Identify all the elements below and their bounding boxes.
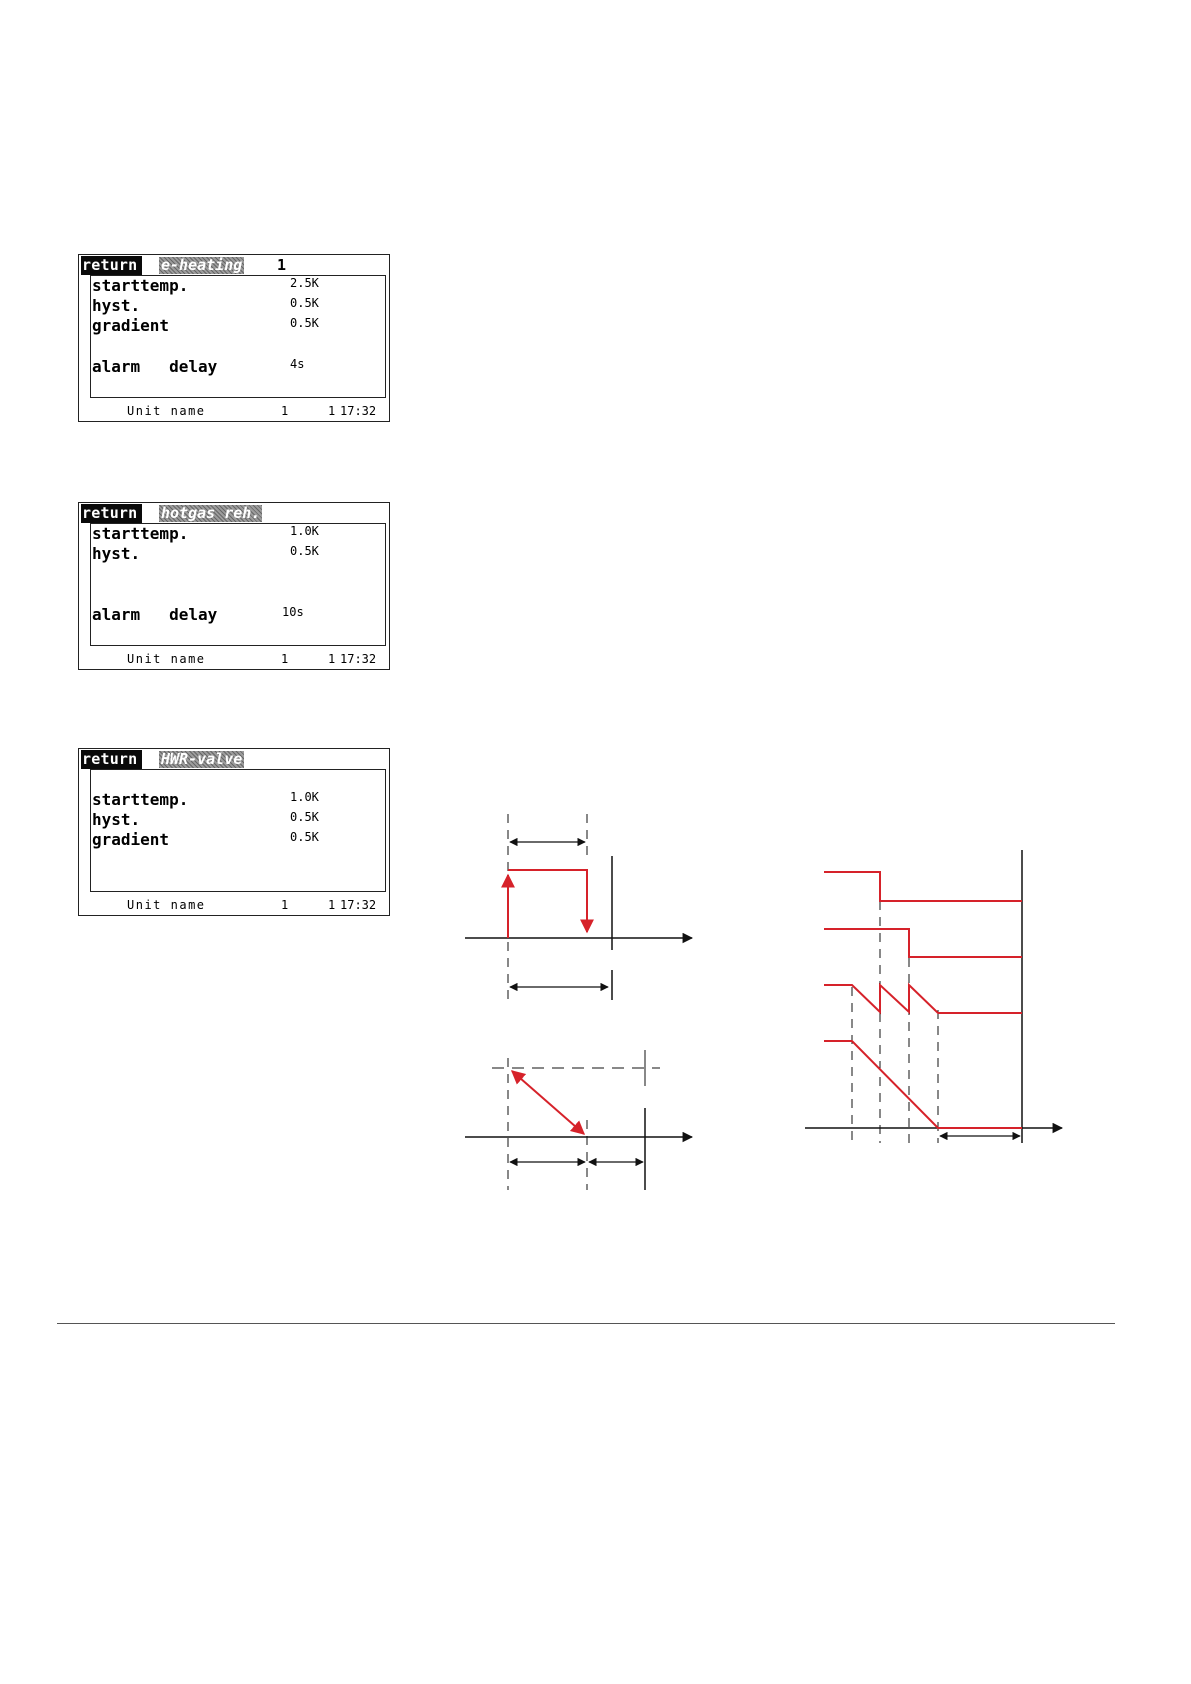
unit-name: Unit name (127, 404, 206, 418)
return-button[interactable]: return (81, 256, 142, 275)
parameter-panel (90, 275, 386, 398)
unit-number: 1 (281, 404, 289, 418)
screen-title: HWR-valve (161, 750, 243, 768)
page-divider (57, 1323, 1115, 1324)
param-label: starttemp. (92, 790, 189, 809)
param-label: hyst. (92, 544, 141, 563)
param-label: hyst. (92, 810, 141, 829)
screen-header (81, 256, 387, 275)
param-value: 1.0K (290, 790, 319, 804)
param-label: alarm delay (92, 357, 218, 376)
signal-ramp (824, 1041, 1022, 1128)
status-bar (79, 650, 389, 668)
param-value: 0.5K (290, 810, 319, 824)
param-value: 1.0K (290, 524, 319, 538)
param-label: alarm delay (92, 605, 218, 624)
param-row-hyst[interactable] (92, 810, 382, 830)
param-label: starttemp. (92, 524, 189, 543)
param-row-starttemp[interactable] (92, 790, 382, 810)
gradient-diagram (465, 1050, 692, 1190)
parameter-panel (90, 769, 386, 892)
screen-header (81, 504, 387, 523)
step-signals-diagram (805, 850, 1062, 1143)
controller-number: 1 (328, 404, 336, 418)
param-label: starttemp. (92, 276, 189, 295)
unit-name: Unit name (127, 652, 206, 666)
display-screen-hwr-valve (78, 748, 390, 916)
header-number: 1 (277, 256, 287, 274)
param-row-gradient[interactable] (92, 316, 382, 336)
param-row-alarm-delay[interactable] (92, 605, 382, 625)
display-screen-e-heating (78, 254, 390, 422)
param-row-starttemp[interactable] (92, 524, 382, 544)
param-label: hyst. (92, 296, 141, 315)
param-value: 0.5K (290, 544, 319, 558)
param-value: 0.5K (290, 830, 319, 844)
gradient-arrow (512, 1071, 584, 1134)
param-label: gradient (92, 316, 170, 335)
param-row-hyst[interactable] (92, 544, 382, 564)
return-button[interactable]: return (81, 750, 142, 769)
unit-name: Unit name (127, 898, 206, 912)
parameter-panel (90, 523, 386, 646)
param-row-alarm-delay[interactable] (92, 357, 382, 377)
signal-sawtooth (824, 985, 1022, 1013)
param-row-gradient[interactable] (92, 830, 382, 850)
controller-number: 1 (328, 898, 336, 912)
param-label: gradient (92, 830, 170, 849)
signal-pulse (508, 870, 587, 932)
param-value: 4s (290, 357, 305, 371)
clock-time: 17:32 (340, 898, 377, 912)
param-row-hyst[interactable] (92, 296, 382, 316)
screen-header (81, 750, 387, 769)
screen-title: hotgas reh. (161, 504, 261, 522)
param-value: 2.5K (290, 276, 319, 290)
screen-title: e-heating (161, 256, 243, 274)
param-row-starttemp[interactable] (92, 276, 382, 296)
signal-step-2 (824, 929, 1022, 957)
return-button[interactable]: return (81, 504, 142, 523)
status-bar (79, 896, 389, 914)
controller-number: 1 (328, 652, 336, 666)
param-value: 10s (282, 605, 304, 619)
param-value: 0.5K (290, 316, 319, 330)
param-value: 0.5K (290, 296, 319, 310)
clock-time: 17:32 (340, 404, 377, 418)
status-bar (79, 402, 389, 420)
signal-step-1 (824, 872, 1022, 901)
pulse-diagram (465, 814, 692, 1004)
unit-number: 1 (281, 898, 289, 912)
clock-time: 17:32 (340, 652, 377, 666)
timing-diagrams (440, 800, 1080, 1220)
unit-number: 1 (281, 652, 289, 666)
display-screen-hotgas-reheat (78, 502, 390, 670)
